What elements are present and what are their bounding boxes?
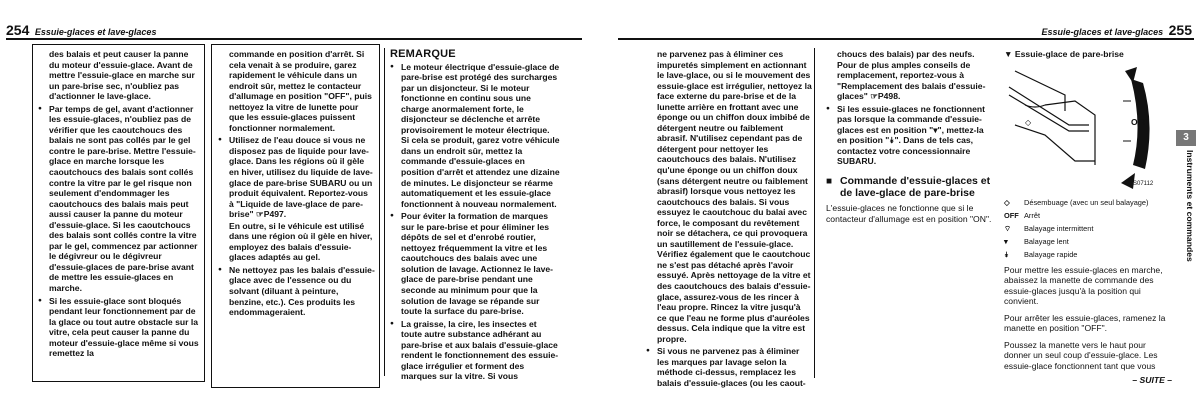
col2 (218, 49, 375, 320)
col1-bullet-frost: ● Par temps de gel, avant d'actionner les essuie-glaces, n'oubliez pas de vérifier que les caoutchoucs des balais ne sont pas collés par le gel contre le pare-brise. Mettre l'essuie-glace en marche lorsque les caoutchoucs des balais sont collés contre la vitre par le gel risque non seulement d'endommager les caoutchoucs des balais mais peut aussi causer la panne du moteur d'essuie-glace. Si les caoutchoucs des balais sont collés contre la vitre par le gel, commencez par actionner le dégivreur ou le dégivreur d'essuie-glaces de pare-brise avant de mettre les essuie-glaces en marche. (38, 104, 200, 294)
right-page-number: 255 (1168, 22, 1192, 38)
col1-continuation: des balais et peut causer la panne du moteur d'essuie-glace. Avant de mettre l'essuie-glace en marche sur un pare-brise sec, n'oubliez pas d'actionner le lave-glace. (49, 49, 195, 102)
col4-bullet-replace: ● Si vous ne parvenez pas à éliminer les marques par lavage selon la méthode ci-dessus, remplacez les balais d'essuie-glaces (ou les caout- (646, 346, 812, 388)
legend-row-mist (1004, 198, 1172, 207)
col4 (646, 49, 812, 391)
remark-right-line (814, 48, 815, 378)
col6-para-2: Pour arrêter les essuie-glaces, ramenez la manette en position "OFF". (1004, 312, 1166, 334)
legend-off-icon: OFF (1004, 210, 1019, 220)
remark-left-line (384, 48, 385, 376)
suite-label: – SUITE – (1132, 375, 1172, 386)
section-square-icon: ■ (826, 176, 833, 188)
col3 (390, 49, 560, 384)
section-body: L'essuie-glaces ne fonctionne que si le contacteur d'allumage est en position "ON". (826, 203, 992, 224)
left-page-number: 254 (6, 22, 30, 38)
chapter-tab: 3 (1176, 130, 1196, 146)
figure-triangle-icon: ▼ (1004, 49, 1013, 59)
figure-off-label: OFF (1131, 116, 1148, 127)
col3-bullet-grease: ● La graisse, la cire, les insectes et toute autre substance adhérant au pare-brise et aux balais d'essuie-glace rendent le fonctionnement des essuie-glace irrégulier et forment des marques sur la vitre. Si vous (390, 319, 560, 382)
col5 (826, 49, 994, 224)
legend-high-icon: ⯯ (1004, 249, 1009, 259)
figure-mist-symbol: ◇ (1025, 117, 1032, 127)
col1 (38, 49, 200, 361)
figure-title (1004, 49, 1172, 60)
col2-bullet-water-extra: En outre, si le véhicule est utilisé dans une région où il gèle en hiver, employez des balais d'essuie-glaces adaptés au gel. (229, 220, 373, 263)
col2-bullet-water (218, 135, 375, 263)
col2-bullet-solvent: ● Ne nettoyez pas les balais d'essuie-glace avec de l'essence ou du solvant (diluant à peinture, benzine, etc.). Ces produits les endommageraient. (218, 265, 375, 318)
legend (1004, 198, 1172, 259)
left-header-rule (6, 38, 582, 40)
left-page-header (6, 22, 156, 38)
figure-title-text: Essuie-glace de pare-brise (1014, 49, 1124, 59)
col6-para-3: Poussez la manette vers le haut pour donner un seul coup d'essuie-glace. Les essuie-glace fonctionnent tant que vous (1004, 339, 1158, 371)
right-page-header (1042, 22, 1192, 38)
col3-bullet-motor: ● Le moteur électrique d'essuie-glace de pare-brise est protégé des surcharges par un disjoncteur. Si le moteur fonctionne en continu sous une charge anormalement forte, le disjoncteur se déclenche et arrête provisoirement le moteur électrique. Si cela se produit, garez votre véhicule dans un endroit sûr, mettez la commande d'essuie-glaces en position d'arrêt et attendez une dizaine de minutes. Le disjoncteur se réarme automatiquement et les essuie-glace fonctionnent à nouveau normalement. (390, 62, 560, 210)
col5-bullet-notworking: ● Si les essuie-glaces ne fonctionnent pas lorsque la commande d'essuie-glaces est en position "▾", mettez-la en position "⯯". Dans de tels cas, contactez votre concessionnaire SUBARU. (826, 104, 994, 167)
remark-title: REMARQUE (390, 48, 456, 60)
col6-para-1: Pour mettre les essuie-glaces en marche, abaissez la manette de commande des essuie-glaces jusqu'à la position qui convient. (1004, 264, 1163, 307)
legend-off-text: Arrêt (1024, 210, 1041, 220)
wiper-lever-diagram (1005, 65, 1165, 191)
legend-row-low (1004, 237, 1172, 246)
col3-bullet-marks: ● Pour éviter la formation de marques sur le pare-brise et pour éliminer les dépôts de sel et d'enrobé routier, nettoyez fréquemment la vitre et les caoutchoucs des balais avec une solution de lavage. Actionnez le lave-glace de pare-brise pendant une seconde au minimum pour que la solution de lavage se répande sur toute la surface du pare-brise. (390, 211, 560, 316)
chapter-label: Instruments et commandes (1185, 150, 1195, 262)
legend-high-text: Balayage rapide (1024, 249, 1078, 259)
col2-bullet-water-text: Utilisez de l'eau douce si vous ne disposez pas de liquide pour lave-glace. Dans les régions où il gèle en hiver, utilisez du liquide de lave-glace de pare-brise SUBARU ou un produit équivalent. Reportez-vous à "Liquide de lave-glace de pare-brise" ☞P497. (229, 135, 373, 220)
col4-continuation: ne parvenez pas à éliminer ces impuretés simplement en actionnant le lave-glace, ou si le mouvement des essuie-glace est irrégulier, nettoyez la face externe du pare-brise et de la lunette arrière en frottant avec une éponge ou un chiffon doux imbibé de détergent neutre ou faiblement abrasif. N'utilisez cependant pas de détergent pour nettoyer les caoutchoucs des balais. N'utilisez qu'une éponge ou un chiffon doux (sans détergent neutre ou faiblement abrasif) lorsque vous nettoyez les caoutchoucs des balais. Si vous essuyez le caoutchouc du balai avec force, le composant du revêtement noir se détachera, ce qui provoquera un sautillement de l'essuie-glace. Vérifiez également que le caoutchouc ne s'est pas détaché après l'avoir essuyé. Après nettoyage de la vitre et des caoutchoucs des balais d'essuie-glace, assurez-vous de les rincer à l'eau propre. Rincez la vitre jusqu'à ce que l'eau ne forme plus d'auréoles dessus. Cela indique que la vitre est propre. (657, 49, 812, 344)
col2-continuation: commande en position d'arrêt. Si cela venait à se produire, garez rapidement le véhicule dans un endroit sûr, mettez le contacteur d'allumage en position "OFF", puis nettoyez la vitre de lunette pour que les essuie-glaces puissent fonctionner normalement. (229, 49, 372, 133)
legend-row-high (1004, 250, 1172, 259)
right-page-title: Essuie-glaces et lave-glaces (1041, 27, 1164, 37)
legend-row-int (1004, 224, 1172, 233)
legend-intermittent-icon: ⌔ (1004, 223, 1011, 233)
legend-low-text: Balayage lent (1024, 236, 1069, 246)
legend-low-icon: ▾ (1004, 236, 1008, 246)
legend-row-off (1004, 211, 1172, 220)
wiper-figure (1004, 64, 1166, 192)
figure-code: S07112 (1133, 180, 1154, 187)
legend-intermittent-text: Balayage intermittent (1024, 223, 1094, 233)
section-title (826, 175, 994, 199)
col5-continuation: choucs des balais) par des neufs. Pour de plus amples conseils de remplacement, reportez-vous à "Remplacement des balais d'essuie-glaces" ☞P498. (837, 49, 986, 102)
col1-bullet-blocked: ● Si les essuie-glace sont bloqués pendant leur fonctionnement par de la glace ou tout autre obstacle sur la vitre, cela peut causer la panne du moteur d'essuie-glace même si vous remettez la (38, 296, 200, 359)
legend-mist-icon: ◇ (1004, 197, 1010, 207)
right-header-rule (618, 38, 1194, 40)
left-page-title: Essuie-glaces et lave-glaces (34, 27, 157, 37)
section-title-text: Commande d'essuie-glaces et de lave-glace de pare-brise (840, 175, 991, 200)
col6 (1004, 49, 1172, 386)
legend-mist-text: Désembuage (avec un seul balayage) (1024, 197, 1149, 207)
